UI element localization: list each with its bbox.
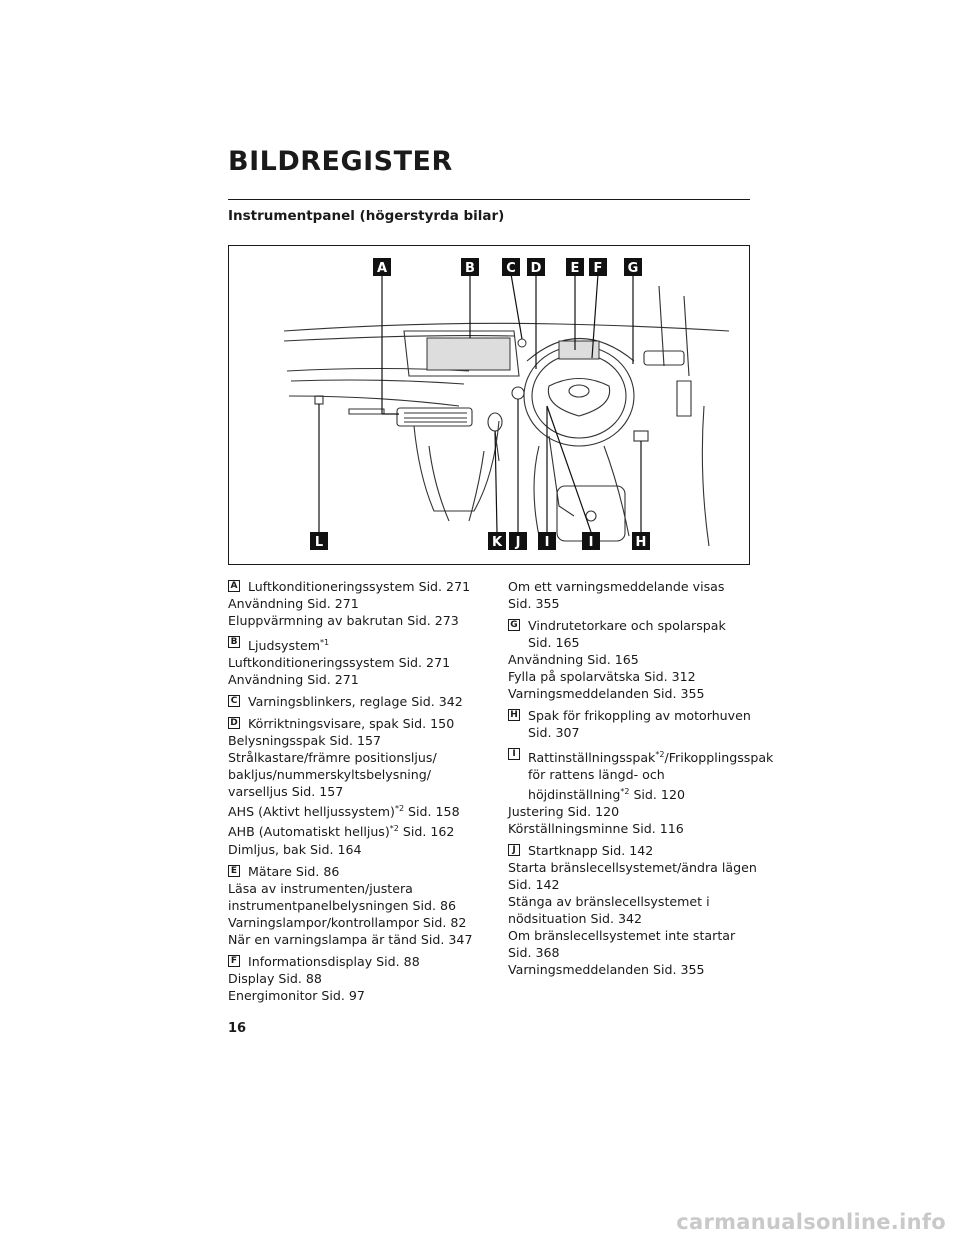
entry-line: AHB (Automatiskt helljus)$^{*2}$ Sid. 162 bbox=[228, 824, 455, 840]
callout-f: F bbox=[593, 261, 603, 276]
entry-line: Sid. 368 bbox=[508, 945, 560, 961]
index-column-right bbox=[508, 578, 774, 983]
entry-heading: Luftkonditioneringssystem Sid. 271 bbox=[248, 579, 471, 594]
entry-line: Energimonitor Sid. 97 bbox=[228, 987, 365, 1003]
key-f: F bbox=[228, 955, 240, 967]
key-a: A bbox=[228, 580, 240, 592]
callout-l: L bbox=[314, 535, 324, 550]
entry-line: Justering Sid. 120 bbox=[508, 804, 620, 820]
entry-heading-cont: höjdinställning$^{*2}$ Sid. 120 bbox=[528, 787, 685, 803]
entry-heading-cont: för rattens längd- och bbox=[528, 767, 665, 783]
dashboard-illustration bbox=[228, 245, 750, 565]
key-i: I bbox=[508, 748, 520, 760]
entry-line: Varningsmeddelanden Sid. 355 bbox=[508, 962, 705, 978]
key-g: G bbox=[508, 619, 520, 631]
entry-line: Display Sid. 88 bbox=[228, 970, 322, 986]
entry-f-continued bbox=[508, 578, 758, 612]
entry-line: Luftkonditioneringssystem Sid. 271 bbox=[228, 655, 451, 671]
entry-e bbox=[228, 863, 490, 948]
entry-heading: Vindrutetorkare och spolarspak bbox=[528, 618, 726, 633]
entry-heading: Varningsblinkers, reglage Sid. 342 bbox=[248, 694, 463, 710]
entry-line: Strålkastare/främre positionsljus/ bbox=[228, 750, 437, 766]
key-j: J bbox=[508, 844, 520, 856]
index-column-left bbox=[228, 578, 490, 1009]
callout-b: B bbox=[465, 261, 475, 276]
callouts-bottom bbox=[310, 532, 650, 550]
entry-line: Dimljus, bak Sid. 164 bbox=[228, 841, 362, 857]
callout-a: A bbox=[376, 261, 388, 276]
entry-g bbox=[508, 617, 758, 702]
entry-b bbox=[228, 634, 490, 688]
entry-line: instrumentpanelbelysningen Sid. 86 bbox=[228, 897, 456, 913]
callout-c: C bbox=[506, 261, 516, 276]
entry-line: varselljus Sid. 157 bbox=[228, 784, 344, 800]
entry-line: Eluppvärmning av bakrutan Sid. 273 bbox=[228, 613, 459, 628]
entry-line: Starta bränslecellsystemet/ändra lägen bbox=[508, 860, 757, 876]
entry-line: bakljus/nummerskyltsbelysning/ bbox=[228, 767, 432, 783]
entry-heading: Körriktningsvisare, spak Sid. 150 bbox=[248, 716, 455, 732]
entry-line: Användning Sid. 271 bbox=[228, 672, 359, 688]
key-d: D bbox=[228, 717, 240, 729]
entry-line: Sid. 142 bbox=[508, 877, 560, 893]
entry-line: Fylla på spolarvätska Sid. 312 bbox=[508, 669, 696, 684]
callout-e: E bbox=[570, 261, 580, 276]
entry-line: Körställningsminne Sid. 116 bbox=[508, 821, 684, 837]
entry-heading: Mätare Sid. 86 bbox=[248, 863, 340, 879]
callout-g: G bbox=[627, 261, 639, 276]
entry-line: När en varningslampa är tänd Sid. 347 bbox=[228, 931, 473, 947]
key-h: H bbox=[508, 709, 520, 721]
entry-heading-cont: Sid. 307 bbox=[528, 725, 580, 740]
entry-line: Sid. 355 bbox=[508, 596, 560, 611]
callout-k: K bbox=[491, 535, 503, 550]
entry-heading: Informationsdisplay Sid. 88 bbox=[248, 953, 420, 969]
entry-f bbox=[228, 953, 490, 1004]
entry-line: Varningslampor/kontrollampor Sid. 82 bbox=[228, 914, 467, 930]
entry-h bbox=[508, 707, 758, 741]
entry-a bbox=[228, 578, 490, 629]
entry-line: Belysningsspak Sid. 157 bbox=[228, 733, 382, 749]
footnote-mark: *1 bbox=[320, 638, 330, 647]
dashboard-drawing bbox=[229, 246, 750, 565]
entry-line: Om ett varningsmeddelande visas bbox=[508, 579, 725, 594]
page-number: 16 bbox=[228, 1021, 247, 1036]
entry-line: Stänga av bränslecellsystemet i bbox=[508, 894, 710, 910]
entry-heading-cont: Sid. 165 bbox=[528, 635, 580, 650]
entry-d bbox=[228, 715, 490, 857]
page-title: BILDREGISTER bbox=[228, 146, 453, 177]
entry-line: Läsa av instrumenten/justera bbox=[228, 880, 413, 896]
callout-i-2: I bbox=[588, 535, 594, 550]
entry-line: Om bränslecellsystemet inte startar bbox=[508, 928, 736, 944]
entry-i: I Rattinställningsspak$^{*2}$/Frikopplingsspak för rattens längd- och höjdinställning$^{*2}$ Sid. 120 Justering Sid. 120 Körställningsminne Sid. 116 bbox=[508, 749, 774, 837]
callouts-top bbox=[373, 258, 642, 276]
key-e: E bbox=[228, 865, 240, 877]
entry-line: nödsituation Sid. 342 bbox=[508, 911, 643, 927]
entry-heading: Startknapp Sid. 142 bbox=[528, 843, 654, 859]
entry-line: Varningsmeddelanden Sid. 355 bbox=[508, 686, 705, 701]
title-divider bbox=[228, 199, 750, 200]
entry-heading: Spak för frikoppling av motorhuven bbox=[528, 708, 751, 723]
callout-h: H bbox=[635, 535, 647, 550]
section-subtitle: Instrumentpanel (högerstyrda bilar) bbox=[228, 208, 505, 224]
entry-j bbox=[508, 842, 758, 978]
entry-line: Användning Sid. 165 bbox=[508, 652, 639, 667]
entry-line: AHS (Aktivt helljussystem)$^{*2}$ Sid. 158 bbox=[228, 804, 460, 820]
callout-d: D bbox=[530, 261, 542, 276]
entry-line: Användning Sid. 271 bbox=[228, 596, 359, 611]
callout-j: J bbox=[515, 535, 521, 550]
entry-c bbox=[228, 693, 490, 710]
watermark: carmanualsonline.info bbox=[676, 1210, 946, 1234]
key-b: B bbox=[228, 636, 240, 648]
entry-heading: Ljudsystem bbox=[248, 638, 321, 654]
key-c: C bbox=[228, 695, 240, 707]
callout-i-1: I bbox=[544, 535, 550, 550]
